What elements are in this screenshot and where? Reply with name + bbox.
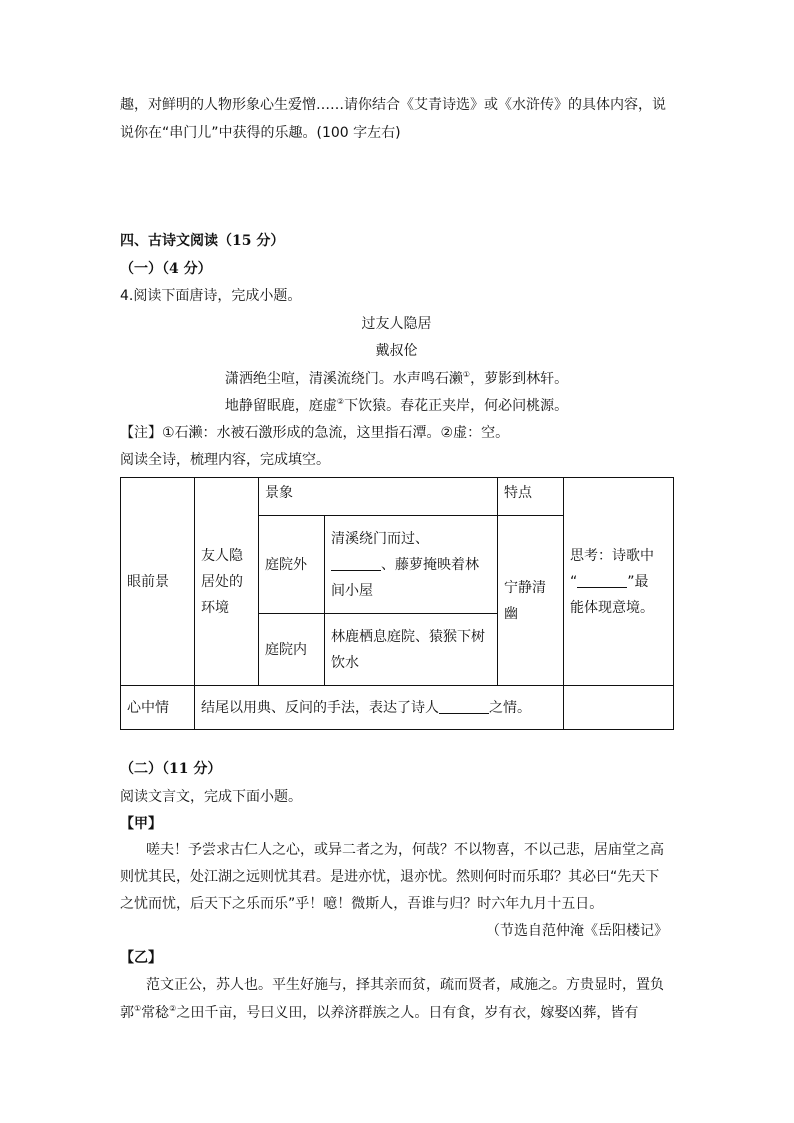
yi-line-2: 郭①常稔②之田千亩，号曰义田，以养济群族之人。日有食，岁有衣，嫁娶凶葬，皆有 [120,1004,639,1021]
footnote-mark: ② [336,397,345,406]
yard-inside-label: 庭院内 [259,614,325,686]
poem-title: 过友人隐居 [361,316,432,332]
heart-empty-cell [564,686,674,730]
table-task: 阅读全诗，梳理内容，完成填空。 [120,452,330,468]
yard-outside-text: 清溪绕门而过、 、藤萝掩映着林间小屋 [325,516,498,614]
jia-line-2: 则忧其民，处江湖之远则忧其君。是进亦忧，退亦忧。然则何时而乐耶？其必曰“先天下 [120,869,660,885]
yard-inside-text: 林鹿栖息庭院、猿猴下树饮水 [325,614,498,686]
yi-line-1: 范文正公，苏人也。平生好施与，择其亲而贫，疏而贤者，咸施之。方贵显时，置负 [146,977,664,993]
jia-line-1: 嗟夫！予尝求古仁人之心，或异二者之为，何哉？不以物喜，不以己悲，居庙堂之高 [146,842,664,858]
footnote-mark: ② [169,1004,177,1013]
answer-blank[interactable] [331,557,381,571]
think-cell: 思考：诗歌中 “ ”最 能体现意境。 [564,478,674,686]
feature-text: 宁静清幽 [498,516,564,686]
poem-line-2: 地静留眠鹿，庭虚②下饮猿。春花正夹岸，何必问桃源。 [224,397,569,414]
row-label-front: 眼前景 [121,478,195,686]
part2-task: 阅读文言文，完成下面小题。 [120,789,302,805]
header-feature: 特点 [498,478,564,516]
poem-note: 【注】①石濑：水被石激形成的急流，这里指石潭。②虚：空。 [120,425,510,441]
part1-heading: （一）（4 分） [120,261,212,277]
intro-line-2: 说你在“串门儿”中获得的乐趣。(100 字左右) [120,125,401,141]
poem-line-1: 潇洒绝尘喧，清溪流绕门。水声鸣石濑①，萝影到林轩。 [224,370,569,387]
yard-outside-label: 庭院外 [259,516,325,614]
jia-source: （节选自范仲淹《岳阳楼记》 [486,923,668,939]
heart-text: 结尾以用典、反问的手法，表达了诗人 之情。 [195,686,564,730]
environment-label: 友人隐居处的环境 [195,478,259,686]
jia-label: 【甲】 [120,816,162,832]
row-label-heart: 心中情 [121,686,195,730]
poem-author: 戴叔伦 [375,343,418,359]
footnote-mark: ① [134,1004,142,1013]
part2-heading: （二）（11 分） [120,761,222,777]
answer-blank[interactable] [577,574,627,588]
question-4: 4.阅读下面唐诗，完成小题。 [120,288,302,304]
footnote-mark: ① [462,370,471,379]
intro-line-1: 趣，对鲜明的人物形象心生爱憎……请你结合《艾青诗选》或《水浒传》的具体内容，说 [120,97,666,113]
jia-line-3: 之忧而忧，后天下之乐而乐”乎！噫！微斯人，吾谁与归？时六年九月十五日。 [120,896,604,912]
poem-analysis-table [120,477,674,730]
header-scene: 景象 [259,478,498,516]
answer-blank[interactable] [439,700,489,714]
yi-label: 【乙】 [120,950,162,966]
section-heading: 四、古诗文阅读（15 分） [120,233,285,249]
